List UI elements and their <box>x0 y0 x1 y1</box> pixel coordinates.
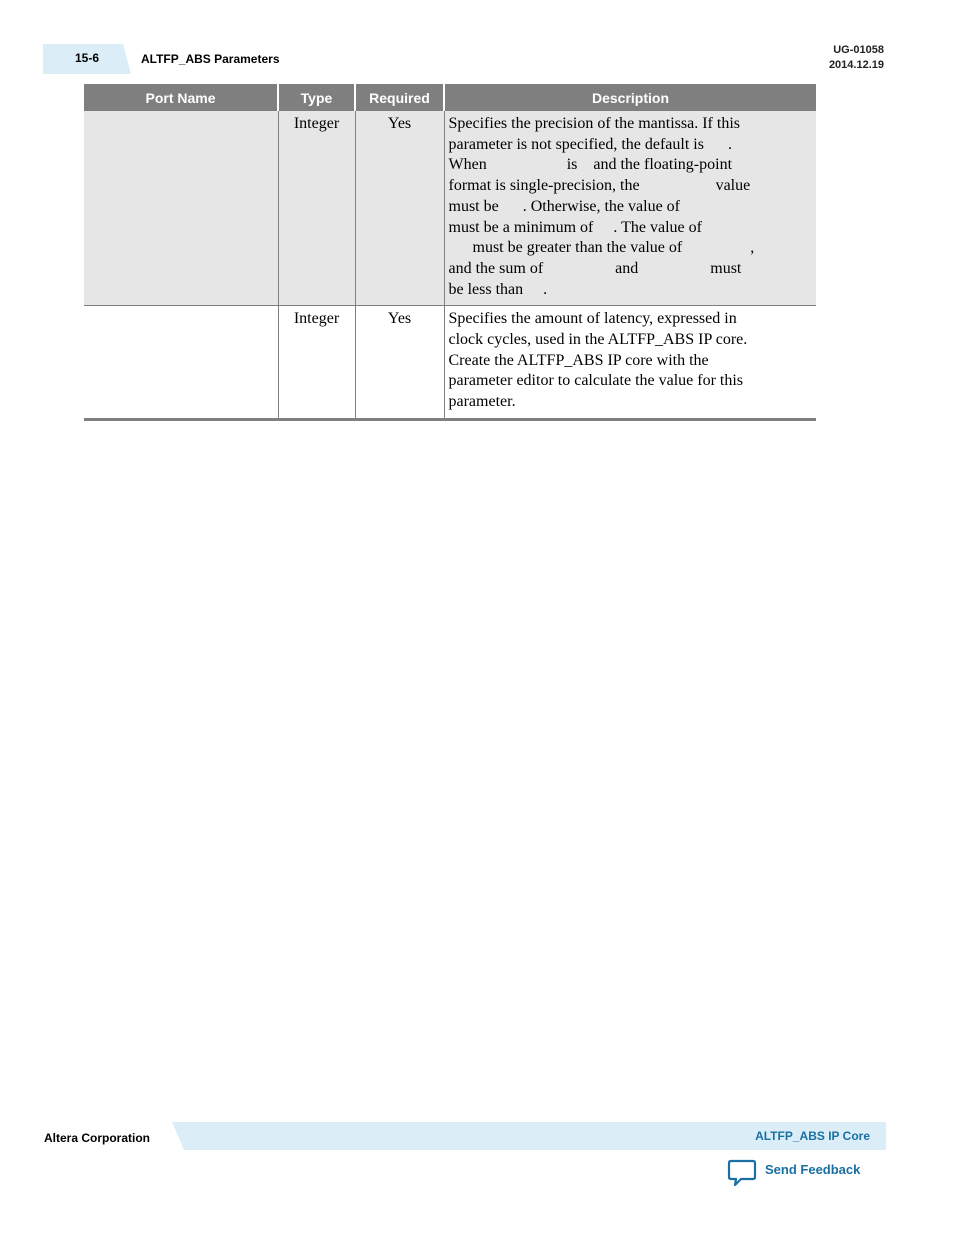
description-line: parameter editor to calculate the value for this <box>448 372 744 390</box>
description-line: parameter. <box>448 393 516 411</box>
section-title: ALTFP_ABS Parameters <box>141 52 280 66</box>
description-line: When is and the floating-point <box>448 156 733 174</box>
type-cell: Integer <box>278 306 355 420</box>
column-header-port-name: Port Name <box>84 84 278 111</box>
speech-bubble-icon <box>727 1159 757 1187</box>
send-feedback-link[interactable] <box>727 1158 860 1188</box>
send-feedback-label[interactable]: Send Feedback <box>765 1161 861 1177</box>
table-row <box>84 111 816 306</box>
footer-doc-title[interactable]: ALTFP_ABS IP Core <box>755 1129 870 1143</box>
table-row <box>84 306 816 420</box>
description-cell <box>444 306 816 420</box>
description-cell <box>444 111 816 306</box>
company-name: Altera Corporation <box>44 1131 151 1145</box>
description-line: must be . Otherwise, the value of <box>448 197 680 215</box>
column-header-description: Description <box>444 84 816 111</box>
port-name-cell <box>84 111 278 306</box>
description-line: clock cycles, used in the ALTFP_ABS IP core. <box>448 331 748 349</box>
type-cell: Integer <box>278 111 355 306</box>
doc-id: UG-01058 <box>833 44 884 56</box>
required-cell: Yes <box>355 306 444 420</box>
required-cell: Yes <box>355 111 444 306</box>
parameters-table <box>84 84 816 421</box>
description-line: format is single-precision, the value <box>448 177 751 195</box>
description-line: be less than . <box>448 280 548 298</box>
description-line: Create the ALTFP_ABS IP core with the <box>448 351 709 369</box>
doc-meta <box>829 43 884 73</box>
table-header-row <box>84 84 816 111</box>
port-name-cell <box>84 306 278 420</box>
description-line: must be a minimum of . The value of <box>448 218 702 236</box>
description-line: Specifies the precision of the mantissa. If this <box>448 115 740 132</box>
description-line: and the sum of and must <box>448 259 742 277</box>
column-header-type: Type <box>278 84 355 111</box>
column-header-required: Required <box>355 84 444 111</box>
page-number: 15-6 <box>75 51 100 65</box>
description-line: must be greater than the value of , <box>448 239 755 257</box>
doc-date: 2014.12.19 <box>828 59 884 71</box>
description-line: parameter is not specified, the default is . <box>448 135 732 153</box>
description-line: Specifies the amount of latency, expressed in <box>448 310 737 328</box>
